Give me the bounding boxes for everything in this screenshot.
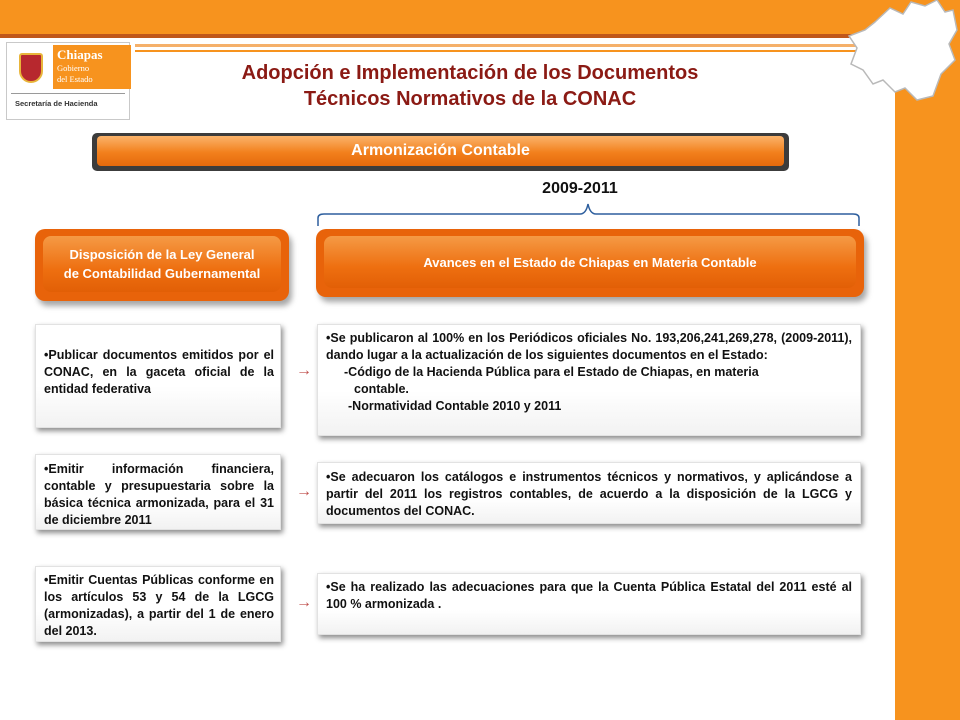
row1-left-text: •Publicar documentos emitidos por el CONAC, en la gaceta oficial de la entidad federativa [44,348,274,396]
left-header-text [43,236,281,292]
row2-right-text: •Se adecuaron los catálogos e instrumentos técnicos y normativos, y aplicándose a partir del 2011 los registros contables, de acuerdo a la disposición de la LGCG y documentos del CONAC. [326,470,852,518]
left-header-line1: Disposición de la Ley General [69,247,255,262]
logo-department: Secretaría de Hacienda [15,99,98,108]
row1-arrow-icon: → [296,362,312,379]
logo-line3: del Estado [57,74,93,84]
coat-of-arms-icon [19,53,43,83]
logo-divider [11,93,125,94]
top-dark-stripe [0,34,880,38]
row1-left-box [35,324,281,428]
row3-arrow-icon: → [296,594,312,611]
row1-right-item2: -Normatividad Contable 2010 y 2011 [348,399,562,413]
right-header-text: Avances en el Estado de Chiapas en Materia Contable [324,236,856,288]
row1-right-item1: -Código de la Hacienda Pública para el Estado de Chiapas, en materia [344,365,759,379]
row1-right-box [317,324,861,436]
logo-state: Chiapas [57,47,103,62]
row2-left-text: •Emitir información financiera, contable y presupuestaria sobre la básica técnica armonizada, para el 31 de diciembre 2011 [44,462,274,527]
row3-right-text: •Se ha realizado las adecuaciones para que la Cuenta Pública Estatal del 2011 esté al 100 % armonizada . [326,580,852,611]
row2-left-box [35,454,281,530]
header-rule-2 [135,50,880,52]
header-rule [135,44,880,47]
top-orange-bar [0,0,960,34]
logo-orange-block [53,45,131,89]
row1-right-intro: •Se publicaron al 100% en los Periódicos oficiales No. 193,206,241,269,278, (2009-2011), dando lugar a la actualización de los siguientes documentos en el Estado: [326,331,852,362]
logo-line2: Gobierno [57,63,90,73]
page-title [150,60,790,112]
row3-left-box [35,566,281,642]
section-banner: Armonización Contable [97,136,784,166]
row3-left-text: •Emitir Cuentas Públicas conforme en los artículos 53 y 54 de la LGCG (armonizadas), a partir del 1 de enero del 2013. [44,573,274,638]
row2-right-box [317,462,861,524]
years-label: 2009-2011 [542,180,618,197]
right-header [316,229,864,297]
row2-arrow-icon: → [296,483,312,500]
row3-right-box [317,573,861,635]
title-line-2: Técnicos Normativos de la CONAC [303,88,637,110]
government-logo [6,42,130,120]
left-header [35,229,289,301]
title-line-1: Adopción e Implementación de los Documentos [241,62,699,84]
chiapas-map-icon [845,0,960,110]
bracket-icon [316,200,861,228]
row1-right-item1-cont: contable. [354,382,409,396]
left-header-line2: de Contabilidad Gubernamental [63,266,261,281]
